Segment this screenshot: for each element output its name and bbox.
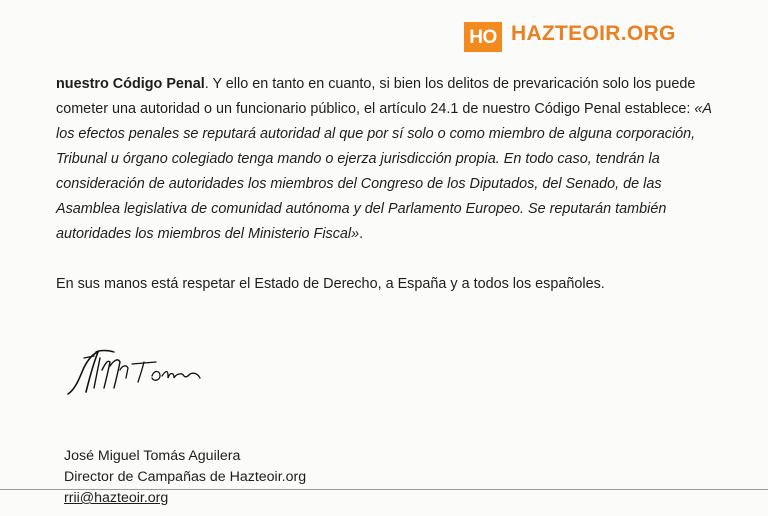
lead-text: . Y ello en tanto en cuanto, si bien los delitos de prevaricación solo los puede cometer una autoridad o un funcionario público, el artículo 24.1 de nuestro Código Penal establece:: [56, 76, 696, 117]
signer-title: Director de Campañas de Hazteoir.org: [64, 469, 307, 485]
logo-name: HAZTEOIR.ORG: [511, 22, 676, 45]
lead-bold-text: nuestro Código Penal: [56, 76, 205, 92]
letter-paragraph: [56, 72, 716, 247]
logo-badge: HO: [464, 22, 502, 52]
signer-email-link[interactable]: rrii@hazteoir.org: [64, 490, 169, 506]
handwritten-signature: [64, 342, 214, 412]
closing-sentence: En sus manos está respetar el Estado de Derecho, a España y a todos los españoles.: [56, 276, 605, 292]
legal-quote: «A los efectos penales se reputará autoridad al que por sí solo o como miembro de alguna corporación, Tribunal u órgano colegiado tenga mando o ejerza jurisdicción propia. En todo caso, tendrán la consideración de autoridades los miembros del Congreso de los Diputados, del Senado, de las Asamblea legislativa de comunidad autónoma y del Parlamento Europeo. Se reputarán también autoridades los miembros del Ministerio Fiscal»: [56, 101, 712, 242]
signer-name: José Miguel Tomás Aguilera: [64, 448, 241, 464]
hazteoir-logo: [464, 14, 704, 54]
signature-block: [64, 446, 306, 509]
quote-end: .: [359, 226, 364, 242]
footer-divider: [0, 489, 768, 490]
